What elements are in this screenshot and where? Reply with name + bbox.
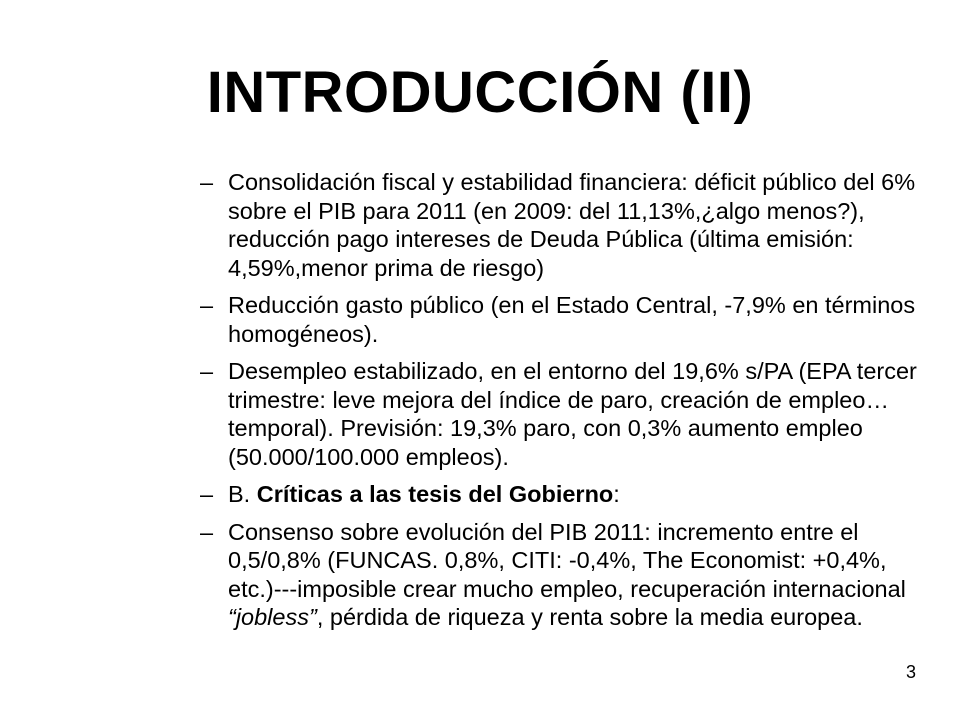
bullet-gdp-consensus xyxy=(200,518,920,632)
bullet-dash: – xyxy=(200,358,214,384)
bullet-bold-text: Críticas a las tesis del Gobierno xyxy=(256,481,614,507)
bullet-list xyxy=(200,168,920,641)
bullet-dash: – xyxy=(200,169,214,195)
bullet-dash: – xyxy=(200,481,214,507)
bullet-fiscal-consolidation xyxy=(200,168,920,282)
bullet-unemployment xyxy=(200,357,920,471)
slide-title: INTRODUCCIÓN (II) xyxy=(206,60,754,125)
bullet-dash: – xyxy=(200,518,214,545)
bullet-text-before: Consenso sobre evolución del PIB 2011: incremento entre el 0,5/0,8% (FUNCAS. 0,8%, CITI: -0,4%, The Economist: +0,4%, etc.)---imposible crear mucho empleo, recuperación internacional xyxy=(228,518,906,602)
page-number: 3 xyxy=(905,662,916,682)
bullet-criticism-heading xyxy=(200,480,920,509)
bullet-italic-text: “jobless” xyxy=(228,604,317,630)
bullet-public-spending xyxy=(200,291,920,348)
bullet-prefix: B. xyxy=(228,481,257,507)
bullet-text: Consolidación fiscal y estabilidad financiera: déficit público del 6% sobre el PIB para 2011 (en 2009: del 11,13%,¿algo menos?), reducción pago intereses de Deuda Pública (última emisión: 4,59%,menor prima de riesgo) xyxy=(228,169,916,281)
bullet-dash: – xyxy=(200,292,214,318)
bullet-suffix: : xyxy=(613,481,620,507)
bullet-text-after: , pérdida de riqueza y renta sobre la media europea. xyxy=(316,604,863,630)
bullet-text: Desempleo estabilizado, en el entorno del 19,6% s/PA (EPA tercer trimestre: leve mejora del índice de paro, creación de empleo…temporal). Previsión: 19,3% paro, con 0,3% aumento empleo (50.000/100.000 empleos). xyxy=(228,358,917,470)
bullet-text: Reducción gasto público (en el Estado Central, -7,9% en términos homogéneos). xyxy=(228,292,916,347)
